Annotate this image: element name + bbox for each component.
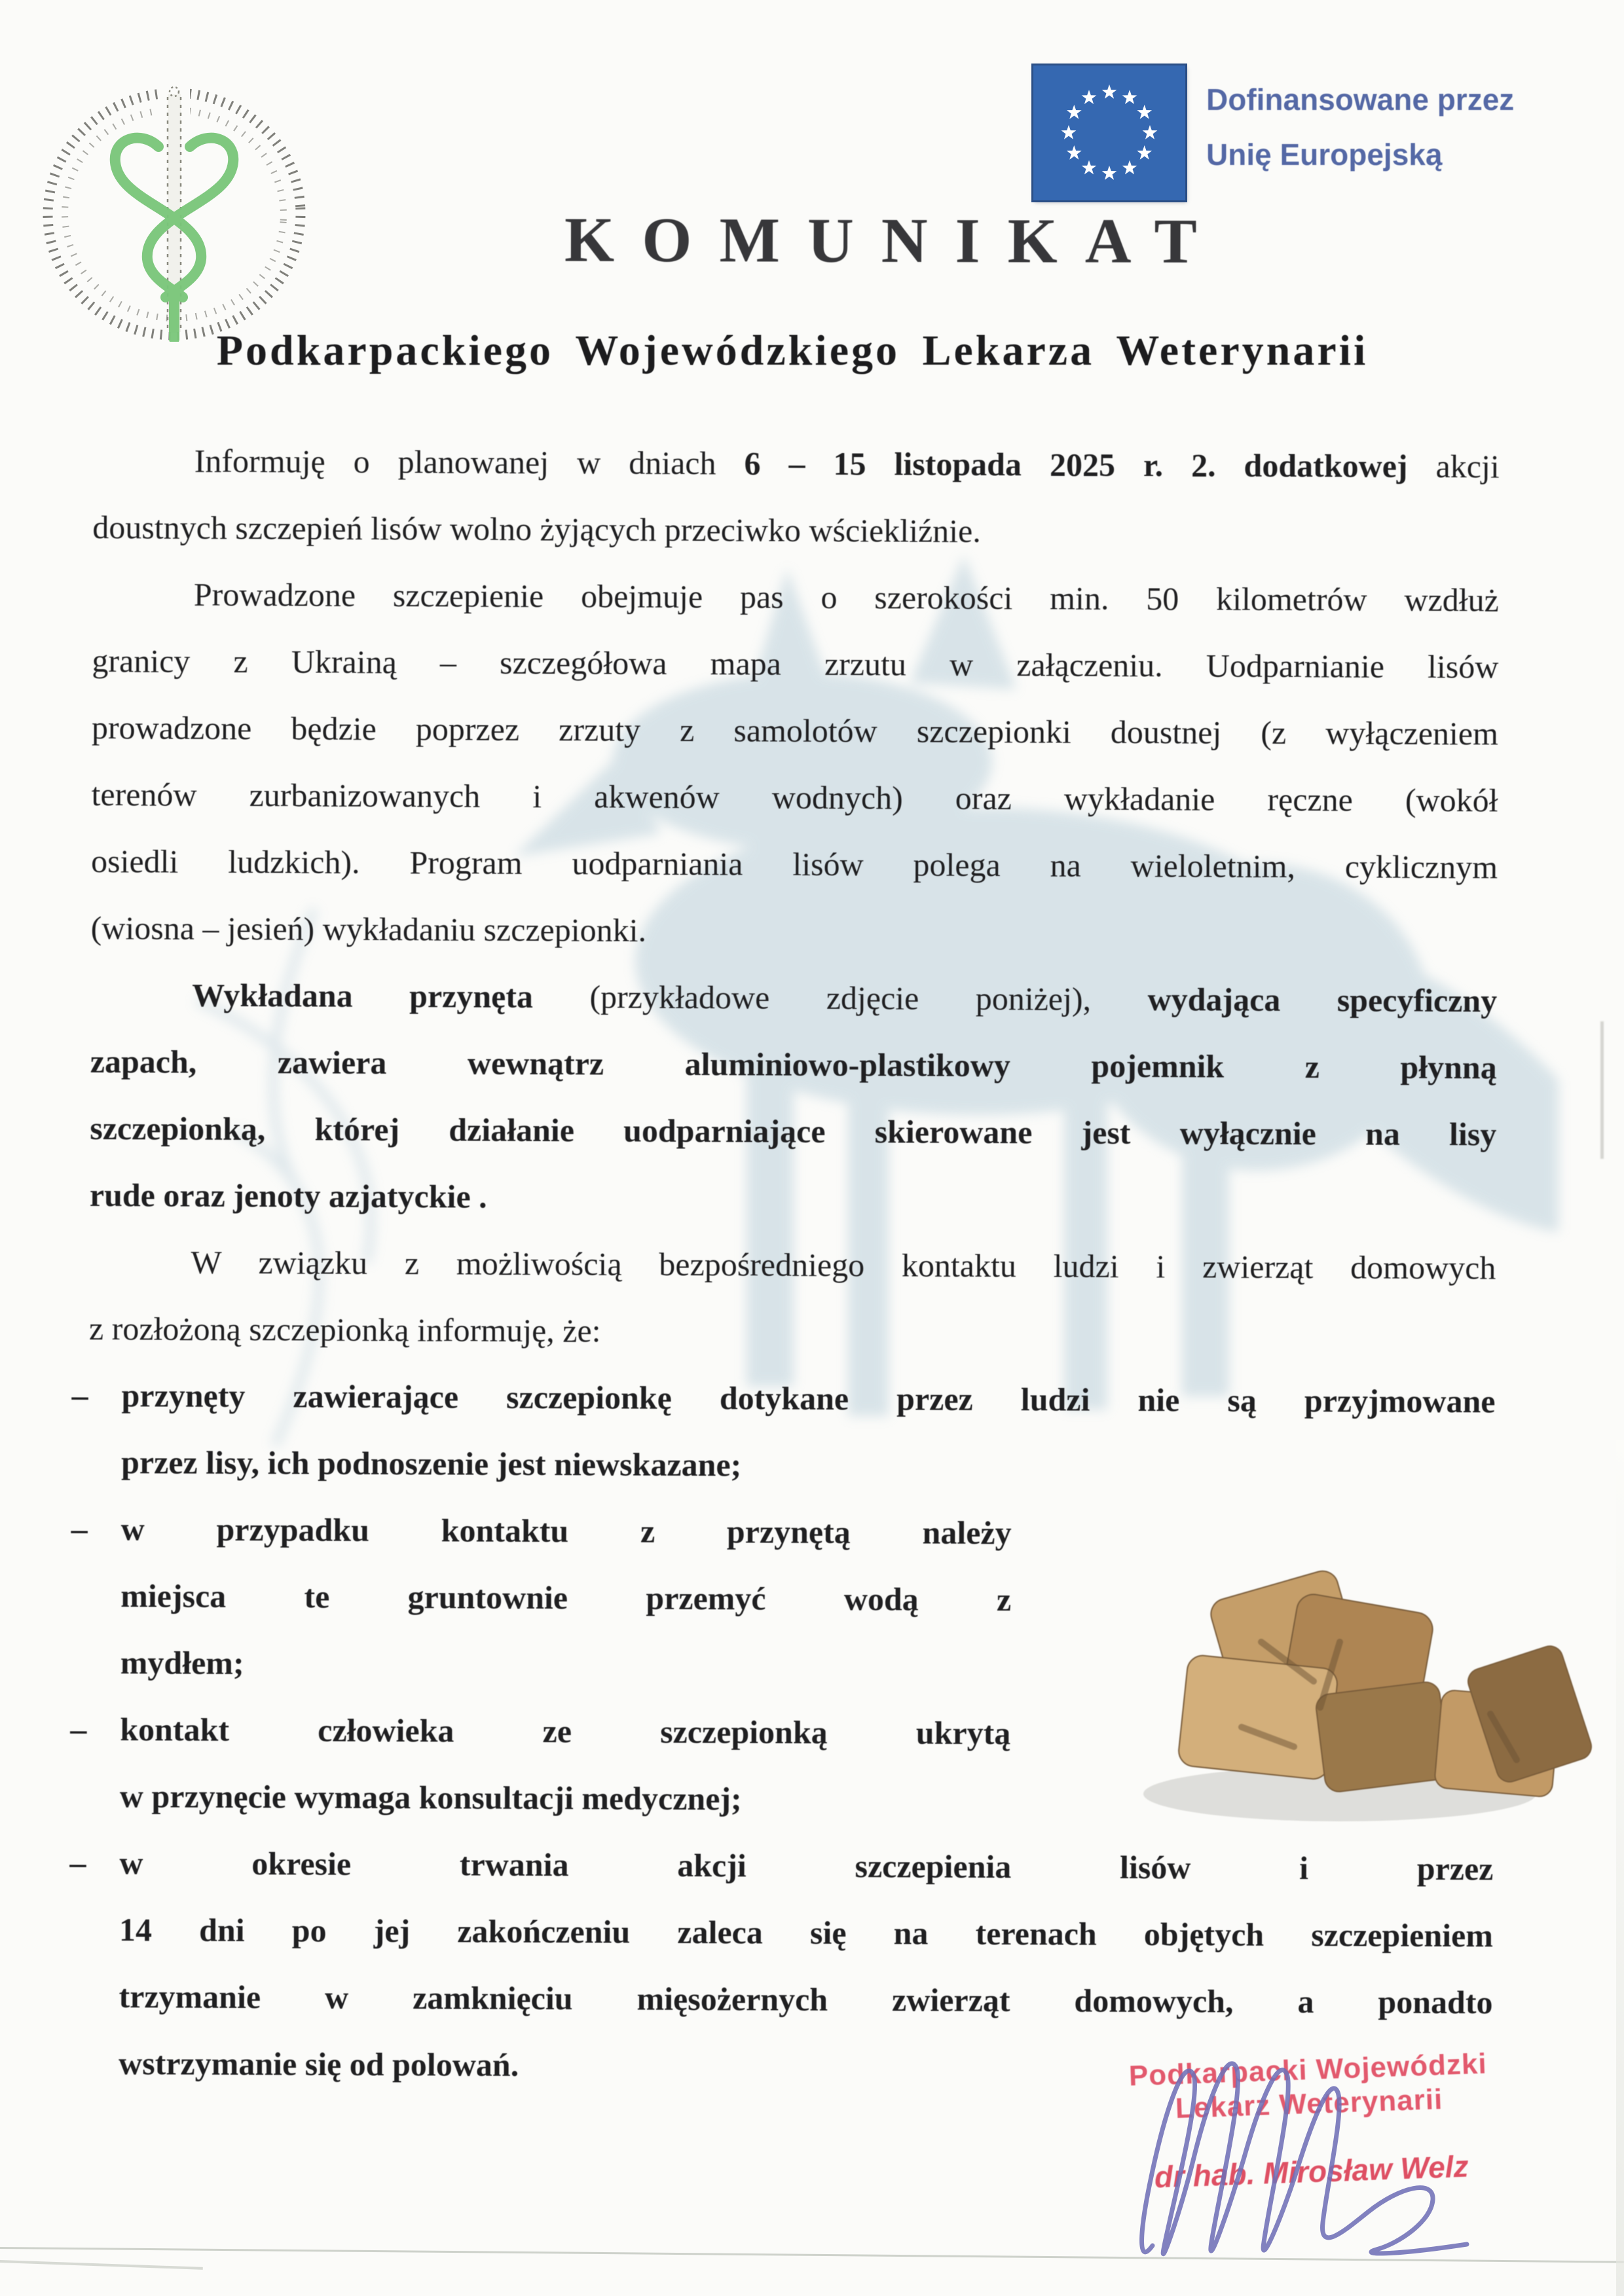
text-run-bold: szczepionką, której działanie uodparniające skierowane jest wyłącznie na lisy: [90, 1109, 1497, 1153]
text-line: [91, 761, 1498, 833]
page-subtitle: Podkarpackiego Wojewódzkiego Lekarza Weterynarii: [216, 327, 1369, 374]
text-run: osiedli ludzkich). Program uodparniania lisów polega na wieloletnim, cyklicznym: [90, 842, 1498, 886]
text-run: (przykładowe zdjęcie poniżej),: [589, 978, 1148, 1018]
eu-funding-line1: Dofinansowane przez: [1206, 82, 1515, 117]
bullet-line: trzymanie w zamknięciu mięsożernych zwierząt domowych, a ponadto: [119, 1978, 1493, 2021]
paragraph-bait-description: [90, 961, 1498, 1234]
eu-funding-line2: Unię Europejską: [1206, 137, 1443, 172]
text-run: prowadzone będzie poprzez zrzuty z samolotów szczepionki doustnej (z wyłączeniem: [91, 708, 1499, 752]
text-line: [92, 694, 1498, 767]
bullet-item-wash-with-soap: [71, 1495, 1012, 1700]
bullet-line: w przynęcie wymaga konsultacji medycznej;: [119, 1777, 742, 1817]
bullet-line: przynęty zawierające szczepionkę dotykane przez ludzi nie są przyjmowane: [121, 1377, 1496, 1420]
text-run-bold: Wykładana przynęta: [192, 976, 590, 1015]
text-line: [92, 494, 1499, 566]
bullet-line: mydłem;: [120, 1644, 244, 1682]
signee-name: dr hab. Mirosław Welz: [1154, 2149, 1469, 2195]
paragraph-contact-notice: [89, 1228, 1496, 1368]
page-title: KOMUNIKAT: [564, 204, 1225, 278]
text-run: z rozłożoną szczepionką informuję, że:: [88, 1309, 601, 1349]
text-run: Informuję o planowanej w dniach: [194, 442, 745, 482]
text-run-bold: rude oraz jenoty azjatyckie .: [89, 1176, 487, 1215]
text-run: granicy z Ukrainą – szczegółowa mapa zrzutu w załączeniu. Uodparnianie lisów: [92, 642, 1499, 685]
bullet-dash: –: [71, 1376, 88, 1413]
bullet-line: w przypadku kontaktu z przynętą należy: [120, 1510, 1012, 1552]
bullet-line: wstrzymanie się od polowań.: [118, 2045, 519, 2083]
text-run-bold: zapach, zawiera wewnątrz aluminiowo-plastikowy pojemnik z płynną: [90, 1042, 1497, 1086]
letter-body: [69, 427, 1500, 2102]
bullet-line: w okresie trwania akcji szczepienia lisów i przez: [119, 1844, 1494, 1887]
text-run: W związku z możliwością bezpośredniego kontaktu ludzi i zwierząt domowych: [191, 1243, 1496, 1286]
text-line: [90, 961, 1497, 1034]
veterinary-caduceus-icon: [37, 73, 312, 342]
text-run: doustnych szczepień lisów wolno żyjących przeciwko wściekliźnie.: [92, 508, 981, 549]
bullet-line: kontakt człowieka ze szczepionką ukrytą: [120, 1711, 1011, 1752]
bullet-dash: –: [70, 1710, 87, 1747]
text-line: [90, 1028, 1497, 1101]
eu-flag-icon: [1033, 65, 1185, 200]
text-run-bold-dates: 6 – 15 listopada 2025 r. 2. dodatkowej: [744, 445, 1408, 484]
text-line: [90, 1095, 1496, 1167]
text-line: [90, 1161, 1496, 1234]
text-line: [90, 894, 1497, 967]
text-line: [92, 627, 1498, 700]
text-run: akcji: [1407, 447, 1500, 485]
bait-photo: [1124, 1563, 1595, 1838]
text-run-bold: wydająca specyficzny: [1147, 981, 1498, 1019]
text-run: Prowadzone szczepienie obejmuje pas o szerokości min. 50 kilometrów wzdłuż: [193, 575, 1499, 619]
paper-right-edge: [1616, 1440, 1624, 2296]
text-line: [92, 560, 1499, 633]
eu-funding-label: [1206, 72, 1573, 182]
bullet-line: przez lisy, ich podnoszenie jest niewskazane;: [120, 1444, 742, 1484]
stamp-office-line2: Lekarz Weterynarii: [1175, 2083, 1444, 2125]
text-line: [89, 1228, 1496, 1301]
bullet-dash: –: [71, 1510, 88, 1547]
bullet-item-medical-consultation: [70, 1696, 1011, 1833]
bullet-item-baits-not-taken: [71, 1362, 1496, 1501]
paper-corner-shadow: [0, 2260, 203, 2270]
text-run: (wiosna – jesień) wykładaniu szczepionki.: [90, 909, 647, 949]
text-line: [93, 427, 1500, 500]
paragraph-intro: [92, 427, 1500, 566]
bullet-dash: –: [69, 1844, 86, 1881]
text-run: terenów zurbanizowanych i akwenów wodnych) oraz wykładanie ręczne (wokół: [91, 775, 1498, 819]
signature-scribble: [1080, 2010, 1604, 2285]
text-line: [91, 828, 1498, 900]
paragraph-vaccination-area: [90, 560, 1499, 967]
scan-artifact-line: [1600, 1021, 1604, 1159]
bullet-line: 14 dni po jej zakończeniu zaleca się na terenach objętych szczepieniem: [119, 1911, 1494, 1954]
text-line: [89, 1295, 1496, 1368]
bullet-line: miejsca te gruntownie przemyć wodą z: [120, 1577, 1012, 1618]
stamp-office-line1: Podkarpacki Wojewódzki: [1128, 2047, 1488, 2092]
